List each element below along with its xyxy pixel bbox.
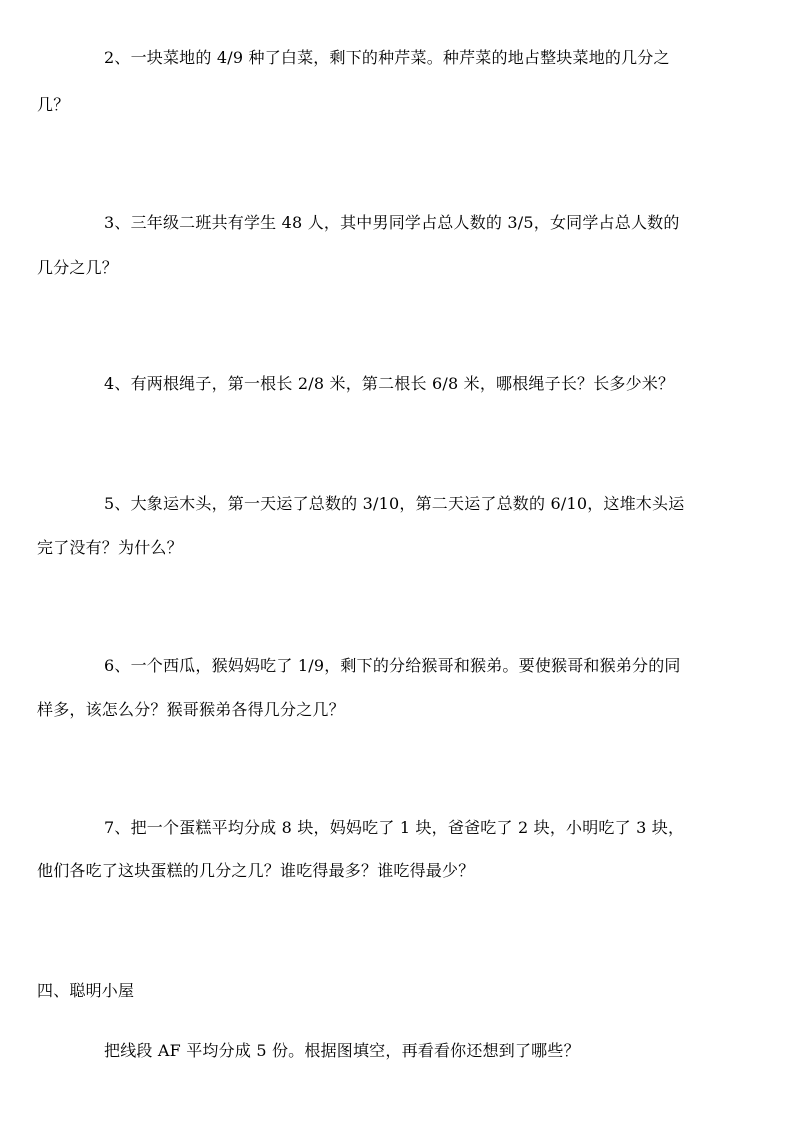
question-6-line-2: 样多，该怎么分？猴哥猴弟各得几分之几？: [37, 700, 345, 719]
question-6-line-1: 6、一个西瓜，猴妈妈吃了 1/9，剩下的分给猴哥和猴弟。要使猴哥和猴弟分的同: [104, 656, 681, 675]
question-5-line-1: 5、大象运木头，第一天运了总数的 3/10，第二天运了总数的 6/10，这堆木头运: [104, 494, 685, 513]
question-7-line-1: 7、把一个蛋糕平均分成 8 块，妈妈吃了 1 块，爸爸吃了 2 块，小明吃了 3 块，: [104, 818, 685, 837]
question-3-line-2: 几分之几？: [37, 258, 119, 277]
question-2-line-1: 2、一块菜地的 4/9 种了白菜，剩下的种芹菜。种芹菜的地占整块菜地的几分之: [104, 48, 670, 67]
section-4-instruction: 把线段 AF 平均分成 5 份。根据图填空，再看看你还想到了哪些？: [104, 1041, 580, 1060]
question-5-line-2: 完了没有？为什么？: [37, 538, 183, 557]
question-2-line-2: 几？: [37, 95, 70, 114]
question-4-line-1: 4、有两根绳子，第一根长 2/8 米，第二根长 6/8 米，哪根绳子长？长多少米？: [104, 374, 675, 393]
question-3-line-1: 3、三年级二班共有学生 48 人，其中男同学占总人数的 3/5，女同学占总人数的: [104, 213, 680, 232]
section-4-heading: 四、聪明小屋: [37, 981, 135, 1000]
question-7-line-2: 他们各吃了这块蛋糕的几分之几？谁吃得最多？谁吃得最少？: [37, 861, 475, 880]
